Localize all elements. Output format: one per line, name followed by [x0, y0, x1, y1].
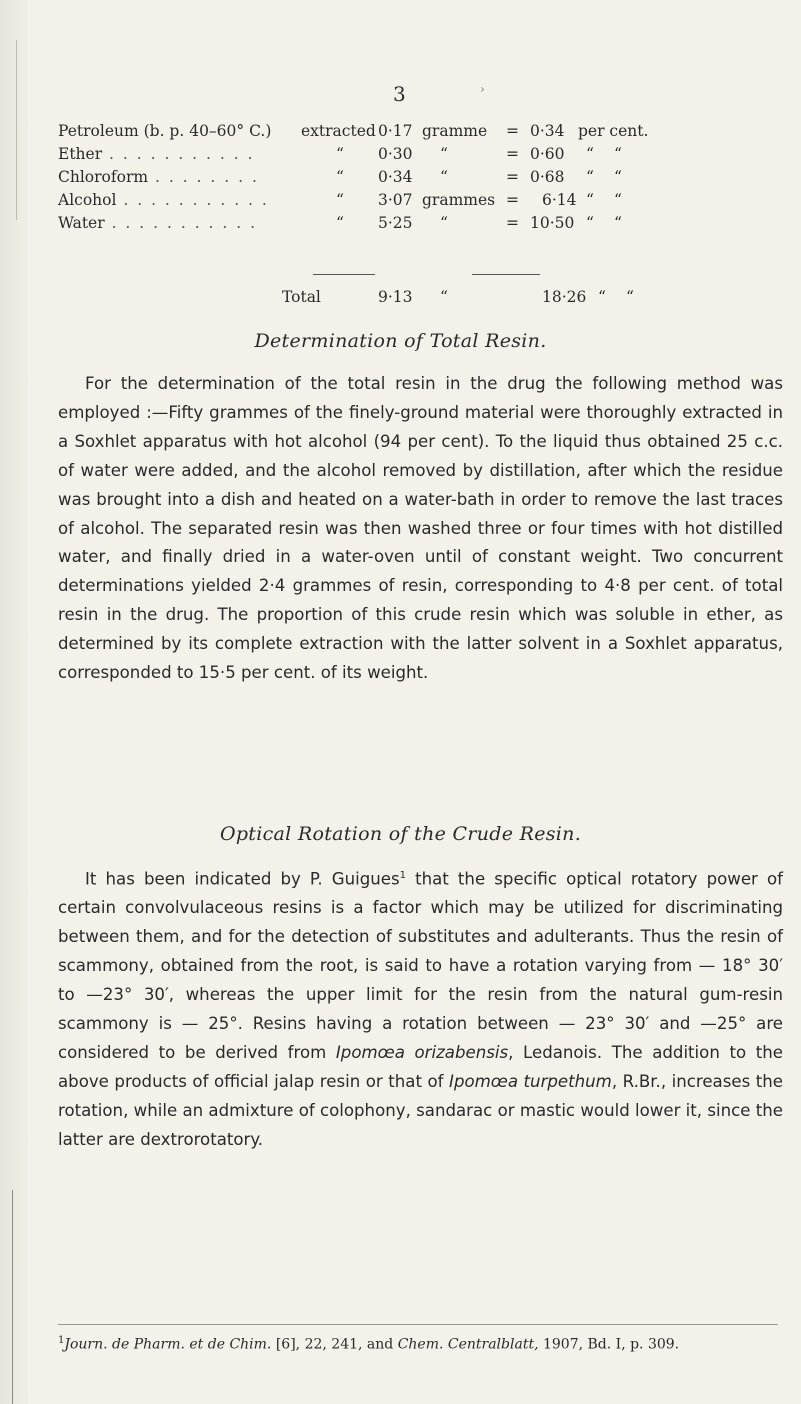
row-unit: grammes [422, 191, 496, 209]
row-unit2: “ [614, 191, 622, 209]
row-label: Petroleum (b. p. 40–60° C.) [58, 122, 272, 140]
row-amount: 0·17 [378, 122, 413, 140]
row-amount: 3·07 [378, 191, 413, 209]
row-unit2: “ [614, 214, 622, 232]
row-unit: “ [440, 214, 448, 232]
footnote: $^1$Journ. de Pharm. et de Chim. [6], 22, 241, and Chem. Centralblatt, 1907, Bd. I, p. 309. [58, 1335, 680, 1353]
row-unit: gramme [422, 122, 488, 140]
row-unit2: “ [614, 168, 622, 186]
footnote-rule [58, 1324, 778, 1325]
row-equals: = [506, 214, 519, 232]
gutter-edge-line [12, 1190, 13, 1404]
row-method: “ [336, 168, 344, 186]
table-row [58, 122, 778, 145]
total-per: “ [598, 288, 606, 306]
row-unit: “ [440, 168, 448, 186]
row-per: “ [586, 214, 594, 232]
row-amount: 5·25 [378, 214, 413, 232]
total-amount: 9·13 [378, 288, 413, 306]
sum-rule [472, 274, 540, 275]
row-percent: 10·50 [530, 214, 575, 232]
row-per: “ [586, 145, 594, 163]
row-amount: 0·30 [378, 145, 413, 163]
table-row [58, 214, 778, 237]
row-percent: 0·34 [530, 122, 565, 140]
paragraph-total-resin [58, 370, 783, 688]
row-percent: 0·68 [530, 168, 565, 186]
paragraph-text: For the determination of the total resin in the drug the following method was employed :—Fifty grammes of the finely-ground material were thoroughly extracted in a Soxhlet apparatus with hot alcohol (94 per cent). To the liquid thus obtained 25 c.c. of water were added, and the alcohol removed by distillation, after which the residue was brought into a dish and heated on a water-bath in order to remove the last traces of alcohol. The separated resin was then washed three or four times with hot distilled water, and finally dried in a water-oven until of constant weight. Two concurrent determinations yielded 2·4 grammes of resin, corresponding to 4·8 per cent. of total resin in the drug. The proportion of this crude resin which was soluble in ether, as determined by its complete extraction with the latter solvent in a Soxhlet apparatus, corresponded to 15·5 per cent. of its weight. [58, 374, 783, 683]
row-equals: = [506, 191, 519, 209]
row-per: per cent. [578, 122, 649, 140]
species-name: Ipomœa turpethum [449, 1071, 612, 1091]
row-percent: 0·60 [530, 145, 565, 163]
species-name: Ipomœa orizabensis [335, 1042, 509, 1062]
footnote-marker: 1 [58, 1335, 65, 1346]
extraction-table [58, 122, 778, 237]
page-gutter [0, 0, 28, 1404]
sum-rule [313, 274, 375, 275]
row-method: “ [336, 214, 344, 232]
row-equals: = [506, 145, 519, 163]
row-label: Ether . . . . . . . . . . . [58, 145, 255, 163]
row-method: “ [336, 191, 344, 209]
row-label: Chloroform . . . . . . . . [58, 168, 259, 186]
row-unit2: “ [614, 145, 622, 163]
row-method: “ [336, 145, 344, 163]
row-per: “ [586, 168, 594, 186]
paragraph-text: It has been indicated by P. Guigues$^1$ that the specific optical rotatory power of certain convolvulaceous resins is a factor which may be utilized for discriminating between them, and for the detection of substitutes and adulterants. Thus the resin of scammony, obtained from the root, is said to have a rotation varying from — 18° 30′ to —23° 30′, whereas the upper limit for the resin from the natural gum-resin scammony is — 25°. Resins having a rotation between — 23° 30′ and —25° are considered to be derived from Ipomœa orizabensis, Ledanois. The addition to the above products of official jalap resin or that of Ipomœa turpethum, R.Br., increases the rotation, while an admixture of colophony, sandarac or mastic would lower it, since the latter are dextrorotatory. [58, 869, 783, 1149]
row-per: “ [586, 191, 594, 209]
margin-mark: › [480, 82, 485, 96]
row-unit: “ [440, 145, 448, 163]
total-unit: “ [440, 288, 448, 306]
row-equals: = [506, 122, 519, 140]
footnote-journal: Journ. de Pharm. et de Chim. [64, 1336, 272, 1353]
section-heading-optical-rotation: Optical Rotation of the Crude Resin. [219, 823, 582, 845]
row-label: Alcohol . . . . . . . . . . . [58, 191, 269, 209]
row-method: extracted [301, 122, 376, 140]
gutter-edge-line [16, 40, 17, 220]
total-label: Total [282, 288, 321, 306]
table-row [58, 168, 778, 191]
total-percent: 18·26 [542, 288, 587, 306]
row-percent: 6·14 [542, 191, 577, 209]
total-unit2: “ [626, 288, 634, 306]
page-number: 3 [393, 82, 406, 106]
table-row [58, 191, 778, 214]
row-equals: = [506, 168, 519, 186]
footnote-journal: Chem. Centralblatt, [397, 1336, 539, 1353]
paragraph-optical-rotation [58, 862, 783, 1155]
row-amount: 0·34 [378, 168, 413, 186]
section-heading-total-resin: Determination of Total Resin. [254, 330, 547, 352]
table-row [58, 145, 778, 168]
footnote-ref: 1 [399, 870, 406, 881]
row-label: Water . . . . . . . . . . . [58, 214, 258, 232]
